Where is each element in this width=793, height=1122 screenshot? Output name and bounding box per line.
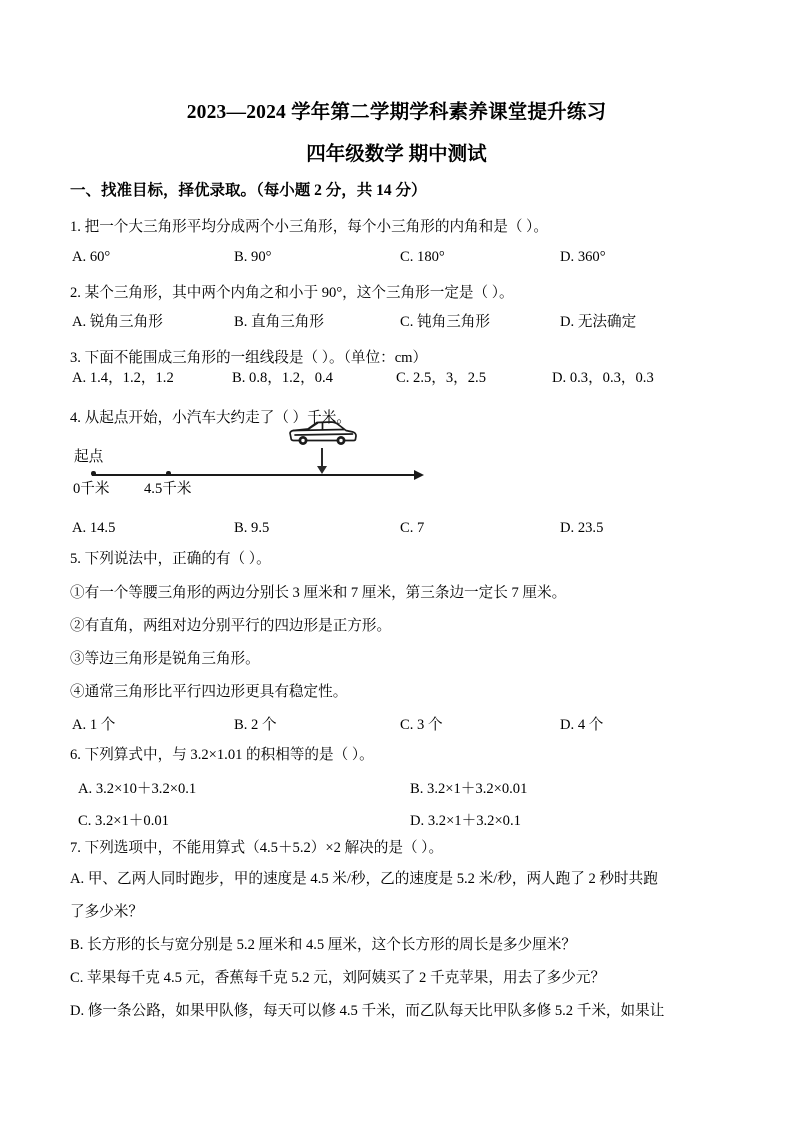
axis-arrow-icon — [414, 470, 424, 480]
car-side-icon — [285, 417, 359, 449]
page-content — [70, 0, 723, 1122]
axis-tick-label-4-5: 4.5千米 — [144, 481, 192, 497]
axis-tick-0 — [91, 471, 96, 476]
question-7-option-d[interactable]: D. 修一条公路，如果甲队修，每天可以修 4.5 千米，而乙队每天比甲队多修 5.2 千米，如果让 — [70, 1003, 665, 1019]
question-5-statement-1: ①有一个等腰三角形的两边分别长 3 厘米和 7 厘米，第三条边一定长 7 厘米。 — [70, 585, 567, 601]
page-title: 2023—2024 学年第二学期学科素养课堂提升练习 — [186, 102, 607, 123]
question-5-stem: 5. 下列说法中，正确的有（ ）。 — [70, 551, 271, 567]
question-6-option-b[interactable]: B. 3.2×1＋3.2×0.01 — [410, 781, 528, 797]
question-7-option-a-line-2[interactable]: 了多少米？ — [70, 904, 143, 920]
question-4-stem: 4. 从起点开始，小汽车大约走了（ ）千米。 — [70, 410, 351, 426]
question-5-option-c[interactable]: C. 3 个 — [400, 717, 443, 733]
question-7-option-a-line-1[interactable]: A. 甲、乙两人同时跑步，甲的速度是 4.5 米/秒，乙的速度是 5.2 米/秒，两人跑了 2 秒时共跑 — [70, 871, 658, 887]
question-5-statement-3: ③等边三角形是锐角三角形。 — [70, 651, 260, 667]
question-1-option-a[interactable]: A. 60° — [72, 249, 111, 265]
question-4-option-c[interactable]: C. 7 — [400, 520, 425, 536]
question-4-option-d[interactable]: D. 23.5 — [560, 520, 604, 536]
question-5-statement-2: ②有直角，两组对边分别平行的四边形是正方形。 — [70, 618, 392, 634]
number-line-axis — [92, 474, 420, 476]
question-7-option-c[interactable]: C. 苹果每千克 4.5 元，香蕉每千克 5.2 元，刘阿姨买了 2 千克苹果，用去了多少元？ — [70, 970, 606, 986]
question-6-option-a[interactable]: A. 3.2×10＋3.2×0.1 — [78, 781, 197, 797]
question-3-option-d[interactable]: D. 0.3，0.3，0.3 — [552, 370, 654, 386]
question-1-option-d[interactable]: D. 360° — [560, 249, 606, 265]
question-3-option-b[interactable]: B. 0.8，1.2，0.4 — [232, 370, 333, 386]
question-6-stem: 6. 下列算式中，与 3.2×1.01 的积相等的是（ ）。 — [70, 747, 374, 763]
question-5-statement-4: ④通常三角形比平行四边形更具有稳定性。 — [70, 684, 348, 700]
question-6-option-c[interactable]: C. 3.2×1＋0.01 — [78, 813, 169, 829]
question-4-option-b[interactable]: B. 9.5 — [234, 520, 270, 536]
axis-tick-4-5 — [166, 471, 171, 476]
question-6-option-d[interactable]: D. 3.2×1＋3.2×0.1 — [410, 813, 521, 829]
question-1-option-b[interactable]: B. 90° — [234, 249, 272, 265]
question-7-stem: 7. 下列选项中，不能用算式（4.5＋5.2）×2 解决的是（ ）。 — [70, 840, 444, 856]
page-subtitle: 四年级数学 期中测试 — [306, 144, 487, 165]
figure-start-label: 起点 — [74, 449, 104, 465]
question-4-number-line-figure — [70, 430, 470, 510]
question-3-stem: 3. 下面不能围成三角形的一组线段是（ ）。（单位：cm） — [70, 350, 428, 366]
question-1-option-c[interactable]: C. 180° — [400, 249, 445, 265]
question-2-option-d[interactable]: D. 无法确定 — [560, 314, 637, 330]
axis-tick-label-0: 0千米 — [73, 481, 110, 497]
question-7-option-b[interactable]: B. 长方形的长与宽分别是 5.2 厘米和 4.5 厘米，这个长方形的周长是多少厘米？ — [70, 937, 576, 953]
question-2-option-a[interactable]: A. 锐角三角形 — [72, 314, 163, 330]
question-5-option-b[interactable]: B. 2 个 — [234, 717, 277, 733]
question-4-option-a[interactable]: A. 14.5 — [72, 520, 116, 536]
question-2-stem: 2. 某个三角形，其中两个内角之和小于 90°，这个三角形一定是（ ）。 — [70, 285, 514, 301]
question-3-option-a[interactable]: A. 1.4，1.2，1.2 — [72, 370, 174, 386]
section-heading: 一、找准目标，择优录取。（每小题 2 分，共 14 分） — [70, 182, 427, 199]
question-2-option-b[interactable]: B. 直角三角形 — [234, 314, 324, 330]
question-5-option-d[interactable]: D. 4 个 — [560, 717, 604, 733]
question-1-stem: 1. 把一个大三角形平均分成两个小三角形，每个小三角形的内角和是（ ）。 — [70, 219, 548, 235]
question-3-option-c[interactable]: C. 2.5，3，2.5 — [396, 370, 486, 386]
down-arrow-head-icon — [317, 466, 327, 474]
question-2-option-c[interactable]: C. 钝角三角形 — [400, 314, 490, 330]
question-5-option-a[interactable]: A. 1 个 — [72, 717, 116, 733]
